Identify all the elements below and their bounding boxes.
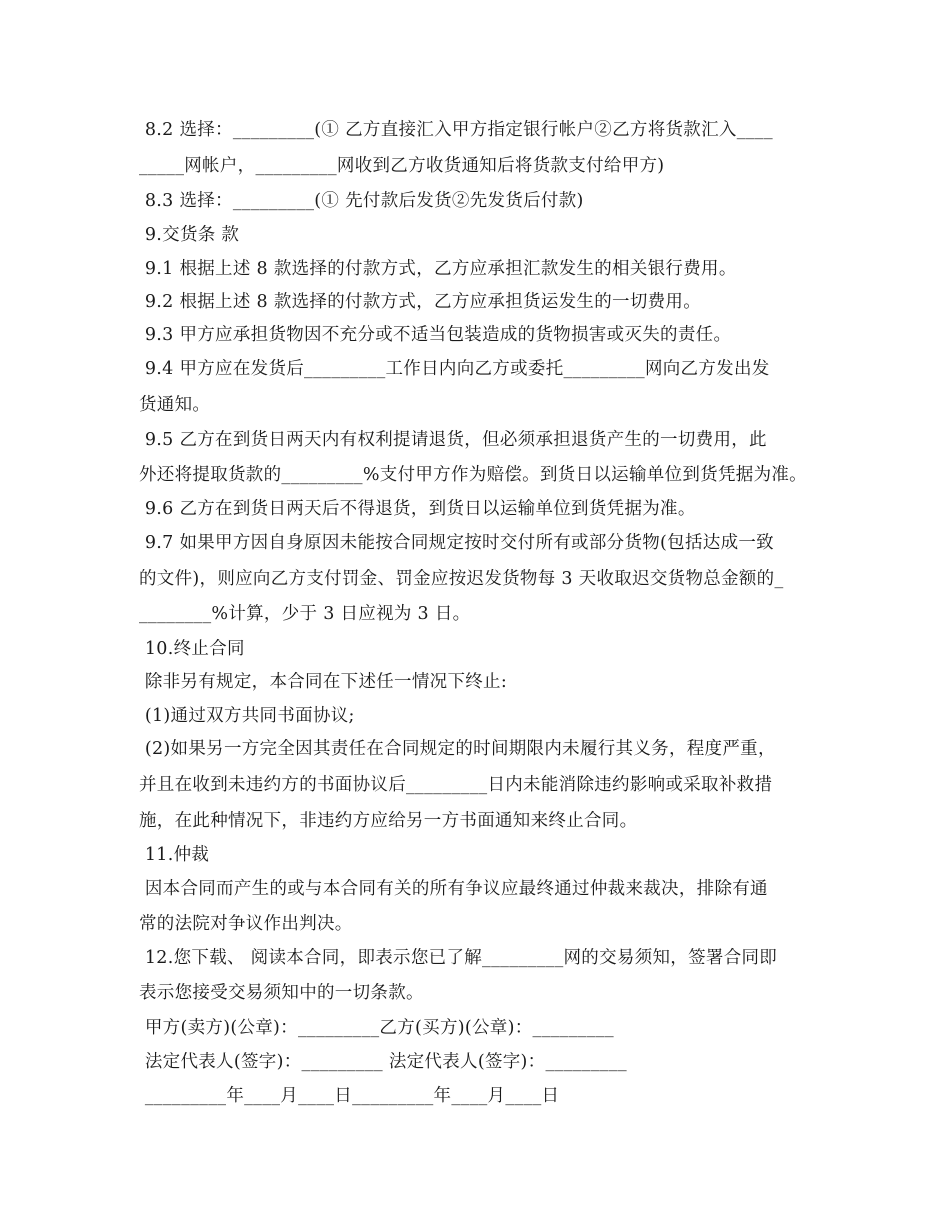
text-line-9-7-cont2: ________%计算，少于 3 日应视为 3 日。 bbox=[139, 604, 471, 624]
text-line-9-7: 9.7 如果甲方因自身原因未能按合同规定按时交付所有或部分货物(包括达成一致 bbox=[139, 533, 774, 553]
text-line-9-5-cont: 外还将提取货款的_________%支付甲方作为赔偿。到货日以运输单位到货凭据为准。 bbox=[139, 465, 807, 485]
text-line-9-6: 9.6 乙方在到货日两天后不得退货，到货日以运输单位到货凭据为准。 bbox=[139, 499, 696, 519]
section-heading-11: 11.仲裁 bbox=[139, 845, 210, 865]
section-heading-9: 9.交货条 款 bbox=[139, 225, 240, 245]
text-line-9-4-cont: 货通知。 bbox=[139, 395, 211, 415]
text-line-10-2-cont2: 施，在此种情况下，非违约方应给另一方书面通知来终止合同。 bbox=[139, 811, 638, 831]
text-line-12: 12.您下载、 阅读本合同，即表示您已了解_________网的交易须知，签署合同即 bbox=[139, 948, 778, 968]
text-line-10-2-cont1: 并且在收到未违约方的书面协议后_________日内未能消除违约影响或采取补救措 bbox=[139, 775, 773, 795]
text-line-9-1: 9.1 根据上述 8 款选择的付款方式，乙方应承担汇款发生的相关银行费用。 bbox=[139, 259, 737, 279]
text-line-11: 因本合同而产生的或与本合同有关的所有争议应最终通过仲裁来裁决，排除有通 bbox=[139, 879, 768, 899]
text-line-8-2: 8.2 选择：_________(① 乙方直接汇入甲方指定银行帐户②乙方将货款汇入____ bbox=[139, 120, 773, 140]
text-line-10-2: (2)如果另一方完全因其责任在合同规定的时间期限内未履行其义务，程度严重， bbox=[139, 739, 776, 759]
text-line-11-cont: 常的法院对争议作出判决。 bbox=[139, 914, 353, 934]
text-line-8-2-cont: _____网帐户，_________网收到乙方收货通知后将货款支付给甲方) bbox=[139, 156, 665, 176]
signature-line-date: _________年____月____日_________年____月____日 bbox=[139, 1086, 560, 1106]
text-line-8-3: 8.3 选择：_________(① 先付款后发货②先发货后付款) bbox=[139, 191, 584, 211]
text-line-9-3: 9.3 甲方应承担货物因不充分或不适当包装造成的货物损害或灭失的责任。 bbox=[139, 325, 732, 345]
text-line-9-5: 9.5 乙方在到货日两天内有权利提请退货，但必须承担退货产生的一切费用，此 bbox=[139, 430, 767, 450]
text-line-10-1: (1)通过双方共同书面协议; bbox=[139, 706, 355, 726]
signature-line-seal: 甲方(卖方)(公章)：_________乙方(买方)(公章)：_________ bbox=[139, 1018, 614, 1038]
signature-line-rep: 法定代表人(签字)：_________ 法定代表人(签字)：_________ bbox=[139, 1052, 627, 1072]
text-line-9-2: 9.2 根据上述 8 款选择的付款方式，乙方应承担货运发生的一切费用。 bbox=[139, 292, 702, 312]
text-line-10-intro: 除非另有规定，本合同在下述任一情况下终止: bbox=[139, 672, 508, 692]
text-line-9-7-cont1: 的文件)，则应向乙方支付罚金、罚金应按迟发货物每 3 天收取迟交货物总金额的_ bbox=[139, 569, 784, 589]
text-line-12-cont: 表示您接受交易须知中的一切条款。 bbox=[139, 983, 424, 1003]
text-line-9-4: 9.4 甲方应在发货后_________工作日内向乙方或委托_________网向乙方发出发 bbox=[139, 359, 770, 379]
section-heading-10: 10.终止合同 bbox=[139, 639, 245, 659]
